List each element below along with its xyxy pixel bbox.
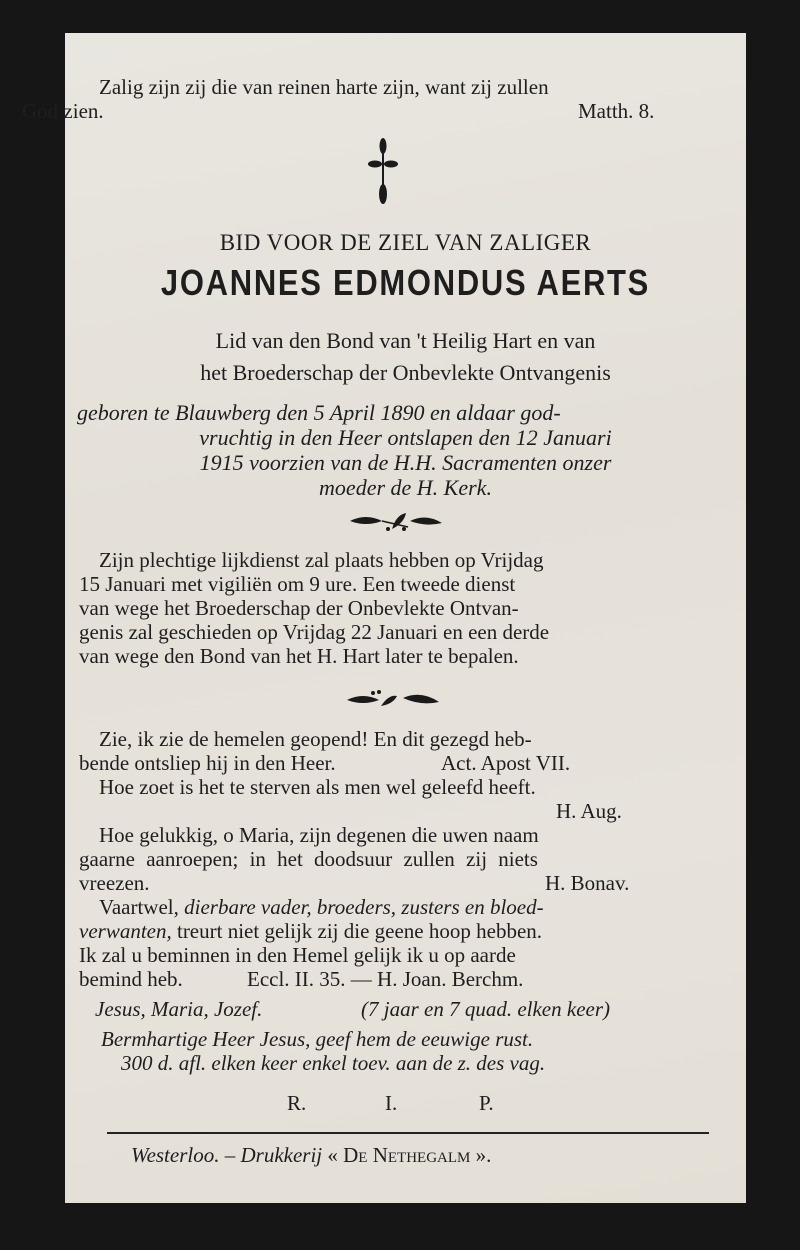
rip-p: P. <box>479 1091 494 1115</box>
floral-divider-icon <box>345 688 441 712</box>
quote-3-text-end: vreezen. <box>79 871 150 895</box>
printer-label: Drukkerij <box>240 1143 323 1167</box>
prayer-3-line: 300 d. afl. elken keer enkel toev. aan de z. des vag. <box>121 1051 546 1075</box>
rip-i: I. <box>385 1091 398 1115</box>
prayer-1-indulgence: (7 jaar en 7 quad. elken keer) <box>361 997 610 1021</box>
epigraph-line-1: Zalig zijn zij die van reinen harte zijn, want zij zullen <box>99 75 549 99</box>
quote-4-line-3: Ik zal u beminnen in den Hemel gelijk ik u op aarde <box>79 943 516 967</box>
printer-place: Westerloo. – <box>131 1143 236 1167</box>
divider-rule <box>107 1132 709 1134</box>
quote-4-text: treurt niet gelijk zij die geene hoop hebben. <box>171 919 543 943</box>
quote-1-source: Act. Apost VII. <box>441 751 571 775</box>
funeral-line-5: van wege den Bond van het H. Hart later te bepalen. <box>79 644 519 668</box>
quote-3-line-2: gaarne aanroepen; in het doodsuur zullen zij niets <box>79 847 538 871</box>
funeral-line-4: genis zal geschieden op Vrijdag 22 Januari en een derde <box>79 620 550 644</box>
biography-line-1: geboren te Blauwberg den 5 April 1890 en aldaar god- <box>77 400 561 425</box>
funeral-line-2: 15 Januari met vigiliën om 9 ure. Een tweede dienst <box>79 572 516 596</box>
biography-line-3: 1915 voorzien van de H.H. Sacramenten onzer <box>199 450 612 475</box>
epigraph-source: Matth. 8. <box>578 99 655 123</box>
epigraph-text-end: God zien. <box>22 99 104 123</box>
biography-line-2: vruchtig in den Heer ontslapen den 12 Januari <box>199 425 612 450</box>
biography-line-4: moeder de H. Kerk. <box>319 475 492 500</box>
quote-4-family: dierbare vader, broeders, zusters en bloed- <box>184 895 544 919</box>
membership-line-2: het Broederschap der Onbevlekte Ontvangenis <box>200 360 611 385</box>
quote-2-source: H. Aug. <box>556 799 622 823</box>
quote-4-relatives: verwanten, <box>79 919 172 943</box>
quote-4-farewell: Vaartwel, <box>99 895 185 919</box>
quote-2-line-1: Hoe zoet is het te sterven als men wel geleefd heeft. <box>99 775 536 799</box>
floral-divider-icon <box>348 511 444 535</box>
memorial-card <box>22 33 746 1203</box>
printer-name: « De Nethegalm ». <box>327 1143 492 1167</box>
membership-line-1: Lid van den Bond van 't Heilig Hart en van <box>215 328 596 353</box>
prayer-1-text: Jesus, Maria, Jozef. <box>95 997 263 1021</box>
quote-1-line-1: Zie, ik zie de hemelen geopend! En dit gezegd heb- <box>99 727 532 751</box>
rip-r: R. <box>287 1091 307 1115</box>
deceased-name: JOANNES EDMONDUS AERTS <box>160 262 651 303</box>
quote-4-line-2 <box>79 919 760 943</box>
quote-3-source: H. Bonav. <box>545 871 630 895</box>
deceased-name-wrap <box>65 262 746 317</box>
quote-4-source: Eccl. II. 35. — H. Joan. Berchm. <box>247 967 524 991</box>
heading-pray-for-soul: BID VOOR DE ZIEL VAN ZALIGER <box>219 230 592 255</box>
quote-4-line-1 <box>99 895 780 919</box>
cross-icon <box>368 138 398 208</box>
funeral-line-3: van wege het Broederschap der Onbevlekte Ontvan- <box>79 596 519 620</box>
quote-3-line-1: Hoe gelukkig, o Maria, zijn degenen die uwen naam <box>99 823 539 847</box>
prayer-2-line: Bermhartige Heer Jesus, geef hem de eeuwige rust. <box>101 1027 534 1051</box>
quote-1-text-end: bende ontsliep hij in den Heer. <box>79 751 336 775</box>
printer-line <box>131 1143 800 1167</box>
funeral-line-1: Zijn plechtige lijkdienst zal plaats hebben op Vrijdag <box>99 548 544 572</box>
quote-4-text-end: bemind heb. <box>79 967 183 991</box>
